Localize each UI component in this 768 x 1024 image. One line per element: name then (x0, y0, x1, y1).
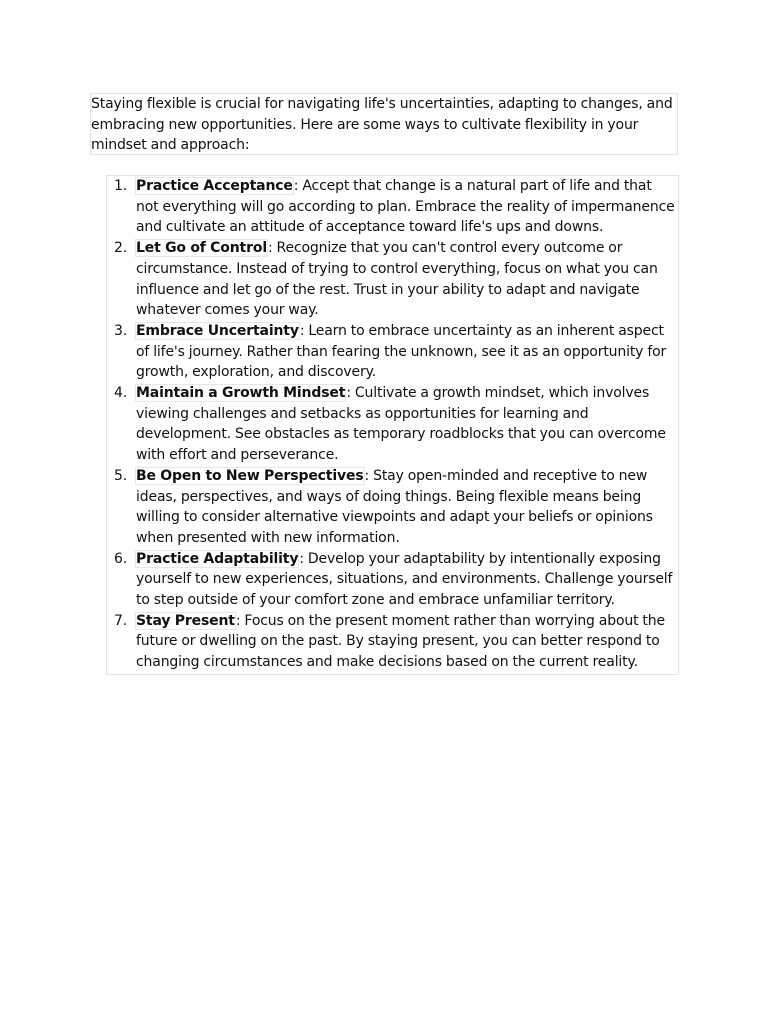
intro-paragraph-box (90, 93, 678, 155)
list-item (107, 321, 678, 383)
list-item (107, 549, 678, 611)
item-description: : Develop your adaptability by intentionally exposing yourself to new experiences, situations, and environments. Challenge yourself to step outside of your comfort zone and embrace unfamiliar territory. (136, 550, 673, 609)
item-term: Let Go of Control (136, 240, 267, 257)
list-item (107, 466, 678, 549)
item-number: 6. (114, 550, 128, 567)
list-item (107, 611, 678, 673)
item-number: 3. (114, 322, 128, 339)
item-number: 4. (114, 385, 128, 402)
flexibility-tips-box (106, 175, 679, 675)
item-description: : Stay open-minded and receptive to new ideas, perspectives, and ways of doing things. Being flexible means being willing to consider alternative viewpoints and adapt your beliefs or opinions when presented with new information. (136, 467, 653, 546)
item-number: 7. (114, 612, 128, 629)
item-description: : Learn to embrace uncertainty as an inherent aspect of life's journey. Rather than fearing the unknown, see it as an opportunity for growth, exploration, and discovery. (136, 322, 667, 381)
item-term: Embrace Uncertainty (136, 322, 299, 339)
list-item (107, 383, 678, 466)
item-description: : Recognize that you can't control every outcome or circumstance. Instead of trying to control everything, focus on what you can influence and let go of the rest. Trust in your ability to adapt and navigate whatever comes your way. (136, 240, 658, 319)
flexibility-tips-list (107, 176, 678, 673)
item-number: 2. (114, 240, 128, 257)
item-term: Practice Acceptance (136, 178, 293, 194)
list-item (107, 238, 678, 321)
item-number: 1. (114, 178, 128, 194)
item-description: : Focus on the present moment rather than worrying about the future or dwelling on the past. By staying present, you can better respond to changing circumstances and make decisions based on the current reality. (136, 612, 665, 671)
item-term: Maintain a Growth Mindset (136, 385, 346, 402)
item-term: Stay Present (136, 612, 235, 629)
item-term: Practice Adaptability (136, 550, 299, 567)
item-description: : Accept that change is a natural part of life and that not everything will go according to plan. Embrace the reality of impermanence and cultivate an attitude of acceptance toward life's ups and downs. (136, 178, 675, 236)
list-item (107, 176, 678, 238)
item-description: : Cultivate a growth mindset, which involves viewing challenges and setbacks as opportunities for learning and development. See obstacles as temporary roadblocks that you can overcome with effort and perseverance. (136, 385, 666, 464)
item-term: Be Open to New Perspectives (136, 467, 364, 484)
intro-paragraph: Staying flexible is crucial for navigating life's uncertainties, adapting to changes, and embracing new opportunities. Here are some ways to cultivate flexibility in your mindset and approach: (91, 96, 673, 153)
item-number: 5. (114, 467, 128, 484)
